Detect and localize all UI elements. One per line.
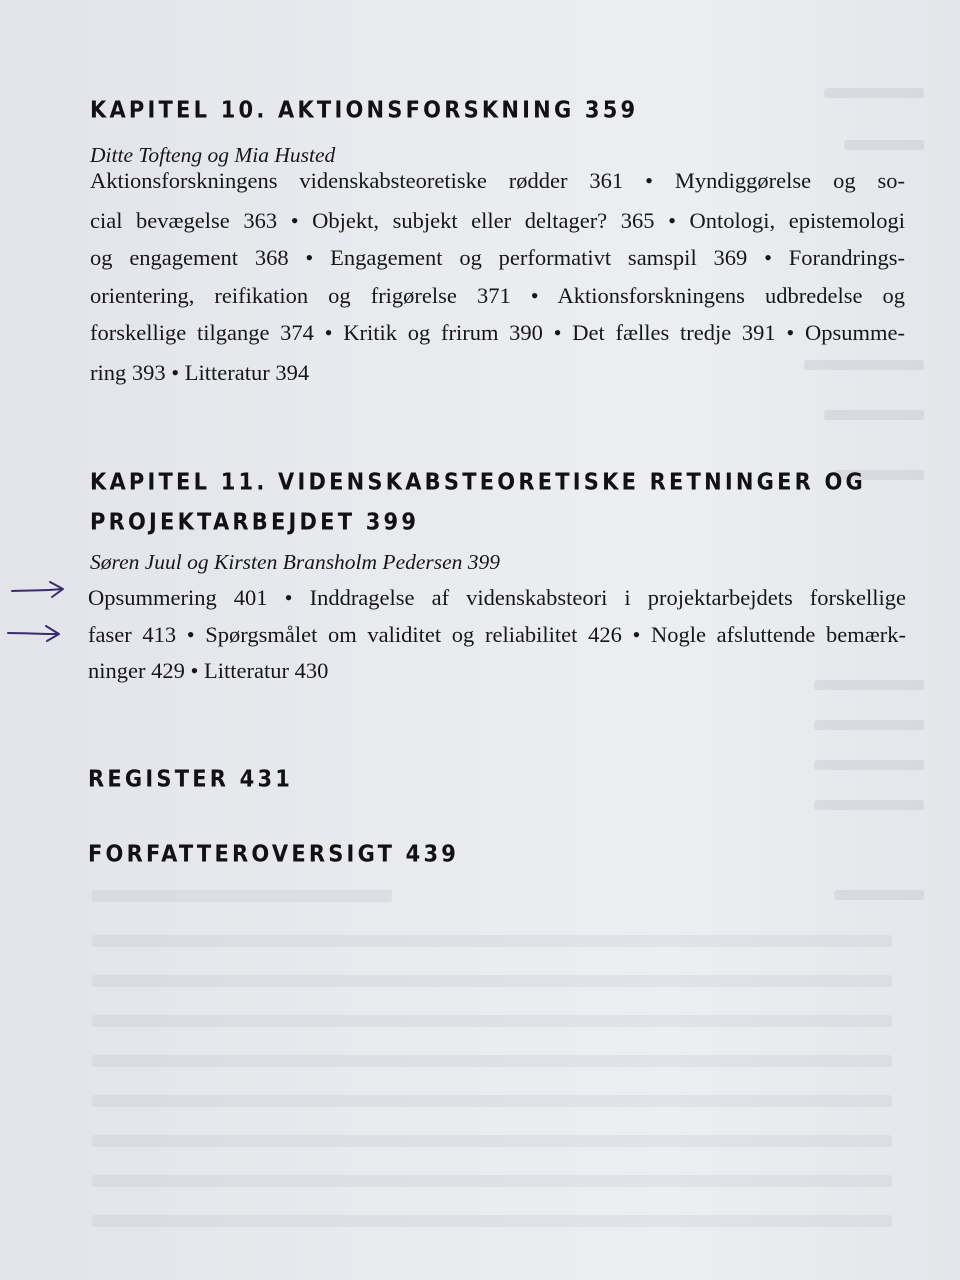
chapter-11-heading-line-1: KAPITEL 11. VIDENSKABSTEORETISKE RETNINGER OG [90, 468, 866, 495]
chapter-10-line-5: forskellige tilgange 374 • Kritik og frirum 390 • Det fælles tredje 391 • Opsumme- [90, 320, 905, 345]
chapter-10-line-2: cial bevægelse 363 • Objekt, subjekt eller deltager? 365 • Ontologi, epistemologi [90, 208, 905, 233]
hand-drawn-arrow-icon [6, 622, 66, 646]
chapter-10-line-4: orientering, reifikation og frigørelse 371 • Aktionsforskningens udbredelse og [90, 283, 905, 308]
chapter-10-heading: KAPITEL 10. AKTIONSFORSKNING 359 [90, 96, 639, 123]
chapter-11-heading-line-2: PROJEKTARBEJDET 399 [90, 508, 420, 535]
forfatteroversigt-heading: FORFATTEROVERSIGT 439 [88, 840, 460, 867]
chapter-10-authors: Ditte Tofteng og Mia Husted [90, 143, 336, 167]
chapter-10-line-3: og engagement 368 • Engagement og performativt samspil 369 • Forandrings- [90, 245, 905, 270]
register-heading: REGISTER 431 [88, 765, 294, 792]
show-through-right [820, 60, 960, 1280]
show-through-lower [80, 880, 920, 1260]
chapter-11-authors: Søren Juul og Kirsten Bransholm Pedersen 399 [90, 550, 501, 574]
chapter-11-line-1: Opsummering 401 • Inddragelse af videnskabsteori i projektarbejdets forskellige [88, 585, 906, 610]
chapter-10-line-6: ring 393 • Litteratur 394 [90, 360, 310, 385]
chapter-11-line-2: faser 413 • Spørgsmålet om validitet og reliabilitet 426 • Nogle afsluttende bemærk- [88, 622, 906, 647]
chapter-11-line-3: ninger 429 • Litteratur 430 [88, 658, 329, 683]
hand-drawn-arrow-icon [10, 578, 70, 602]
chapter-10-line-1: Aktionsforskningens videnskabsteoretiske rødder 361 • Myndiggørelse og so- [90, 168, 905, 193]
